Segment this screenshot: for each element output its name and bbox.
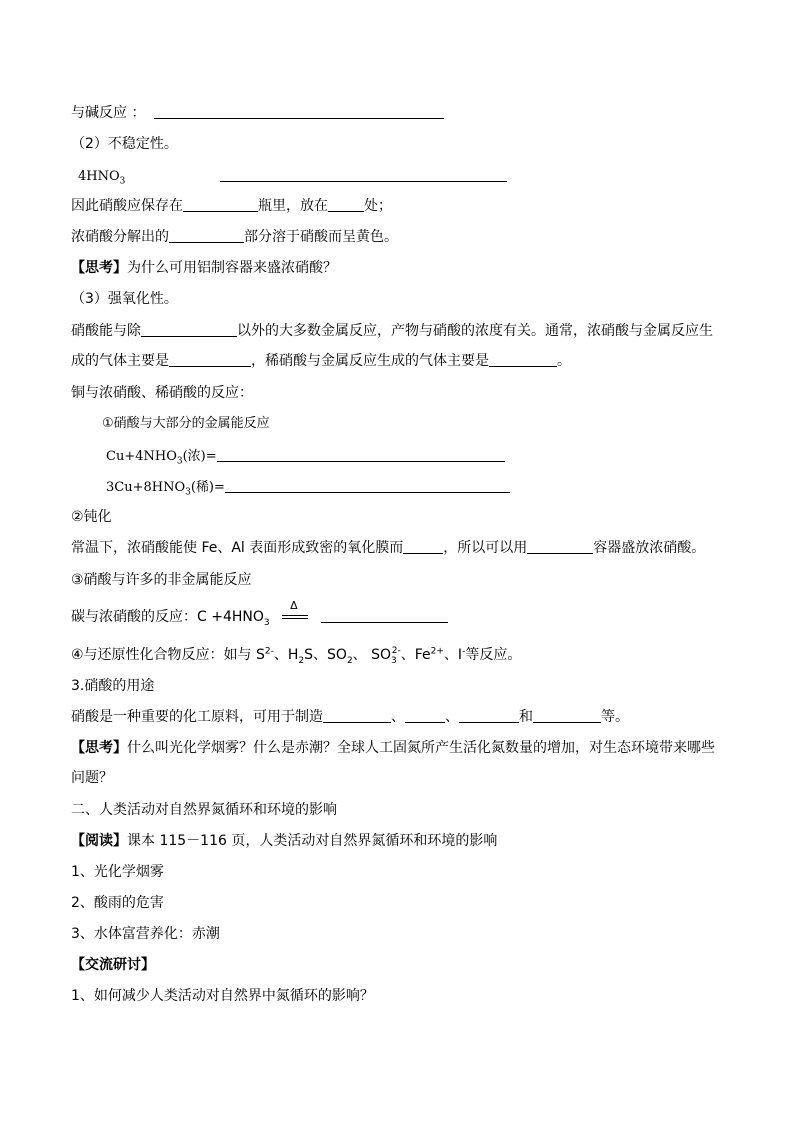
heading-section-2: 二、人类活动对自然界氮循环和环境的影响 bbox=[71, 802, 337, 818]
blank-container[interactable] bbox=[527, 539, 593, 554]
blank-use-3[interactable] bbox=[459, 708, 519, 723]
heading-passivation: ②钝化 bbox=[71, 509, 112, 525]
blank-use-1[interactable] bbox=[323, 708, 391, 723]
blank-conc-gas[interactable] bbox=[169, 352, 251, 367]
blank-dilute-gas[interactable] bbox=[489, 352, 557, 367]
line-cu-dilute bbox=[106, 477, 510, 498]
question-1: 1、如何减少人类活动对自然界中氮循环的影响？ bbox=[71, 988, 374, 1004]
blank-decomposed[interactable] bbox=[169, 228, 244, 243]
line-copper: 铜与浓硝酸、稀硝酸的反应： bbox=[71, 385, 253, 401]
heat-reaction-arrow bbox=[282, 599, 308, 623]
heading-uses: 3.硝酸的用途 bbox=[71, 678, 155, 694]
line-reducing: ④与还原性化合物反应：如与 $S^{2-}$、$H_2S$、$SO_2$、 $SO_3^{2-}$、$Fe^{2+}$、I-等反应。 bbox=[71, 646, 522, 666]
heading-oxidizing: （3）强氧化性。 bbox=[71, 291, 178, 307]
line-carbon: 碳与浓硝酸的反应：$C +4HNO_3$ Δ bbox=[71, 607, 448, 627]
line-reading: 【阅读】课本 115－116 页，人类活动对自然界氮循环和环境的影响 bbox=[71, 833, 498, 849]
blank-use-4[interactable] bbox=[533, 708, 601, 723]
heading-nonmetal: ③硝酸与许多的非金属能反应 bbox=[71, 572, 252, 588]
list-item-3: 3、水体富营养化：赤潮 bbox=[71, 926, 220, 942]
list-item-2: 2、酸雨的危害 bbox=[71, 895, 164, 911]
heading-discussion: 【交流研讨】 bbox=[71, 957, 155, 973]
blank-cu-dilute[interactable] bbox=[225, 478, 510, 493]
blank-passivate[interactable] bbox=[403, 539, 443, 554]
base-reaction-label: 与碱反应 ： bbox=[71, 105, 146, 121]
line-hno3-decomposition bbox=[78, 166, 507, 187]
line-think-1: 【思考】为什么可用铝制容器来盛浓硝酸？ bbox=[71, 260, 337, 276]
blank-bottle[interactable] bbox=[183, 197, 258, 212]
think-tag: 【思考】 bbox=[71, 260, 127, 276]
blank-decomposition[interactable] bbox=[220, 167, 507, 182]
line-metal-1: 硝酸能与除 以外的大多数金属反应，产物与硝酸的浓度有关。通常，浓硝酸与金属反应生 bbox=[71, 323, 713, 339]
line-base-reaction bbox=[71, 103, 444, 123]
line-think-2: 【思考】什么叫光化学烟雾？什么是赤潮？全球人工固氮所产生活化氮数量的增加，对生态环境带来哪些 bbox=[71, 740, 715, 756]
line-uses: 硝酸是一种重要的化工原料，可用于制造 、 、 和 等。 bbox=[71, 709, 629, 725]
line-cu-conc bbox=[106, 446, 505, 467]
line-metal-2: 成的气体主要是 ，稀硝酸与金属反应生成的气体主要是 。 bbox=[71, 353, 571, 369]
list-item-1: 1、光化学烟雾 bbox=[71, 864, 164, 880]
read-tag: 【阅读】 bbox=[71, 833, 127, 849]
blank-cu-conc[interactable] bbox=[217, 447, 505, 462]
blank-use-2[interactable] bbox=[405, 708, 445, 723]
cu-dilute-equation: $3Cu+8HNO_3$(稀)= bbox=[106, 480, 225, 498]
line-passivation: 常温下，浓硝酸能使 Fe、Al 表面形成致密的氧化膜而 ，所以可以用 容器盛放浓硝酸。 bbox=[71, 540, 706, 556]
cu-conc-equation: $Cu+4NHO_3$(浓)= bbox=[106, 449, 217, 467]
delta-symbol: Δ bbox=[290, 599, 298, 612]
think-tag: 【思考】 bbox=[71, 740, 127, 756]
line-yellow: 浓硝酸分解出的 部分溶于硝酸而呈黄色。 bbox=[71, 229, 398, 245]
blank-metals-except[interactable] bbox=[141, 322, 237, 337]
hno3-formula: $4HNO_3$ bbox=[78, 169, 126, 187]
blank-place[interactable] bbox=[328, 197, 364, 212]
line-storage: 因此硝酸应保存在 瓶里，放在 处； bbox=[71, 198, 392, 214]
heading-instability: （2）不稳定性。 bbox=[71, 136, 178, 152]
blank-base-reaction[interactable] bbox=[154, 104, 444, 119]
line-think-2-cont: 问题？ bbox=[71, 770, 113, 786]
line-metals-react: ①硝酸与大部分的金属能反应 bbox=[102, 416, 270, 431]
blank-carbon[interactable] bbox=[321, 608, 448, 623]
